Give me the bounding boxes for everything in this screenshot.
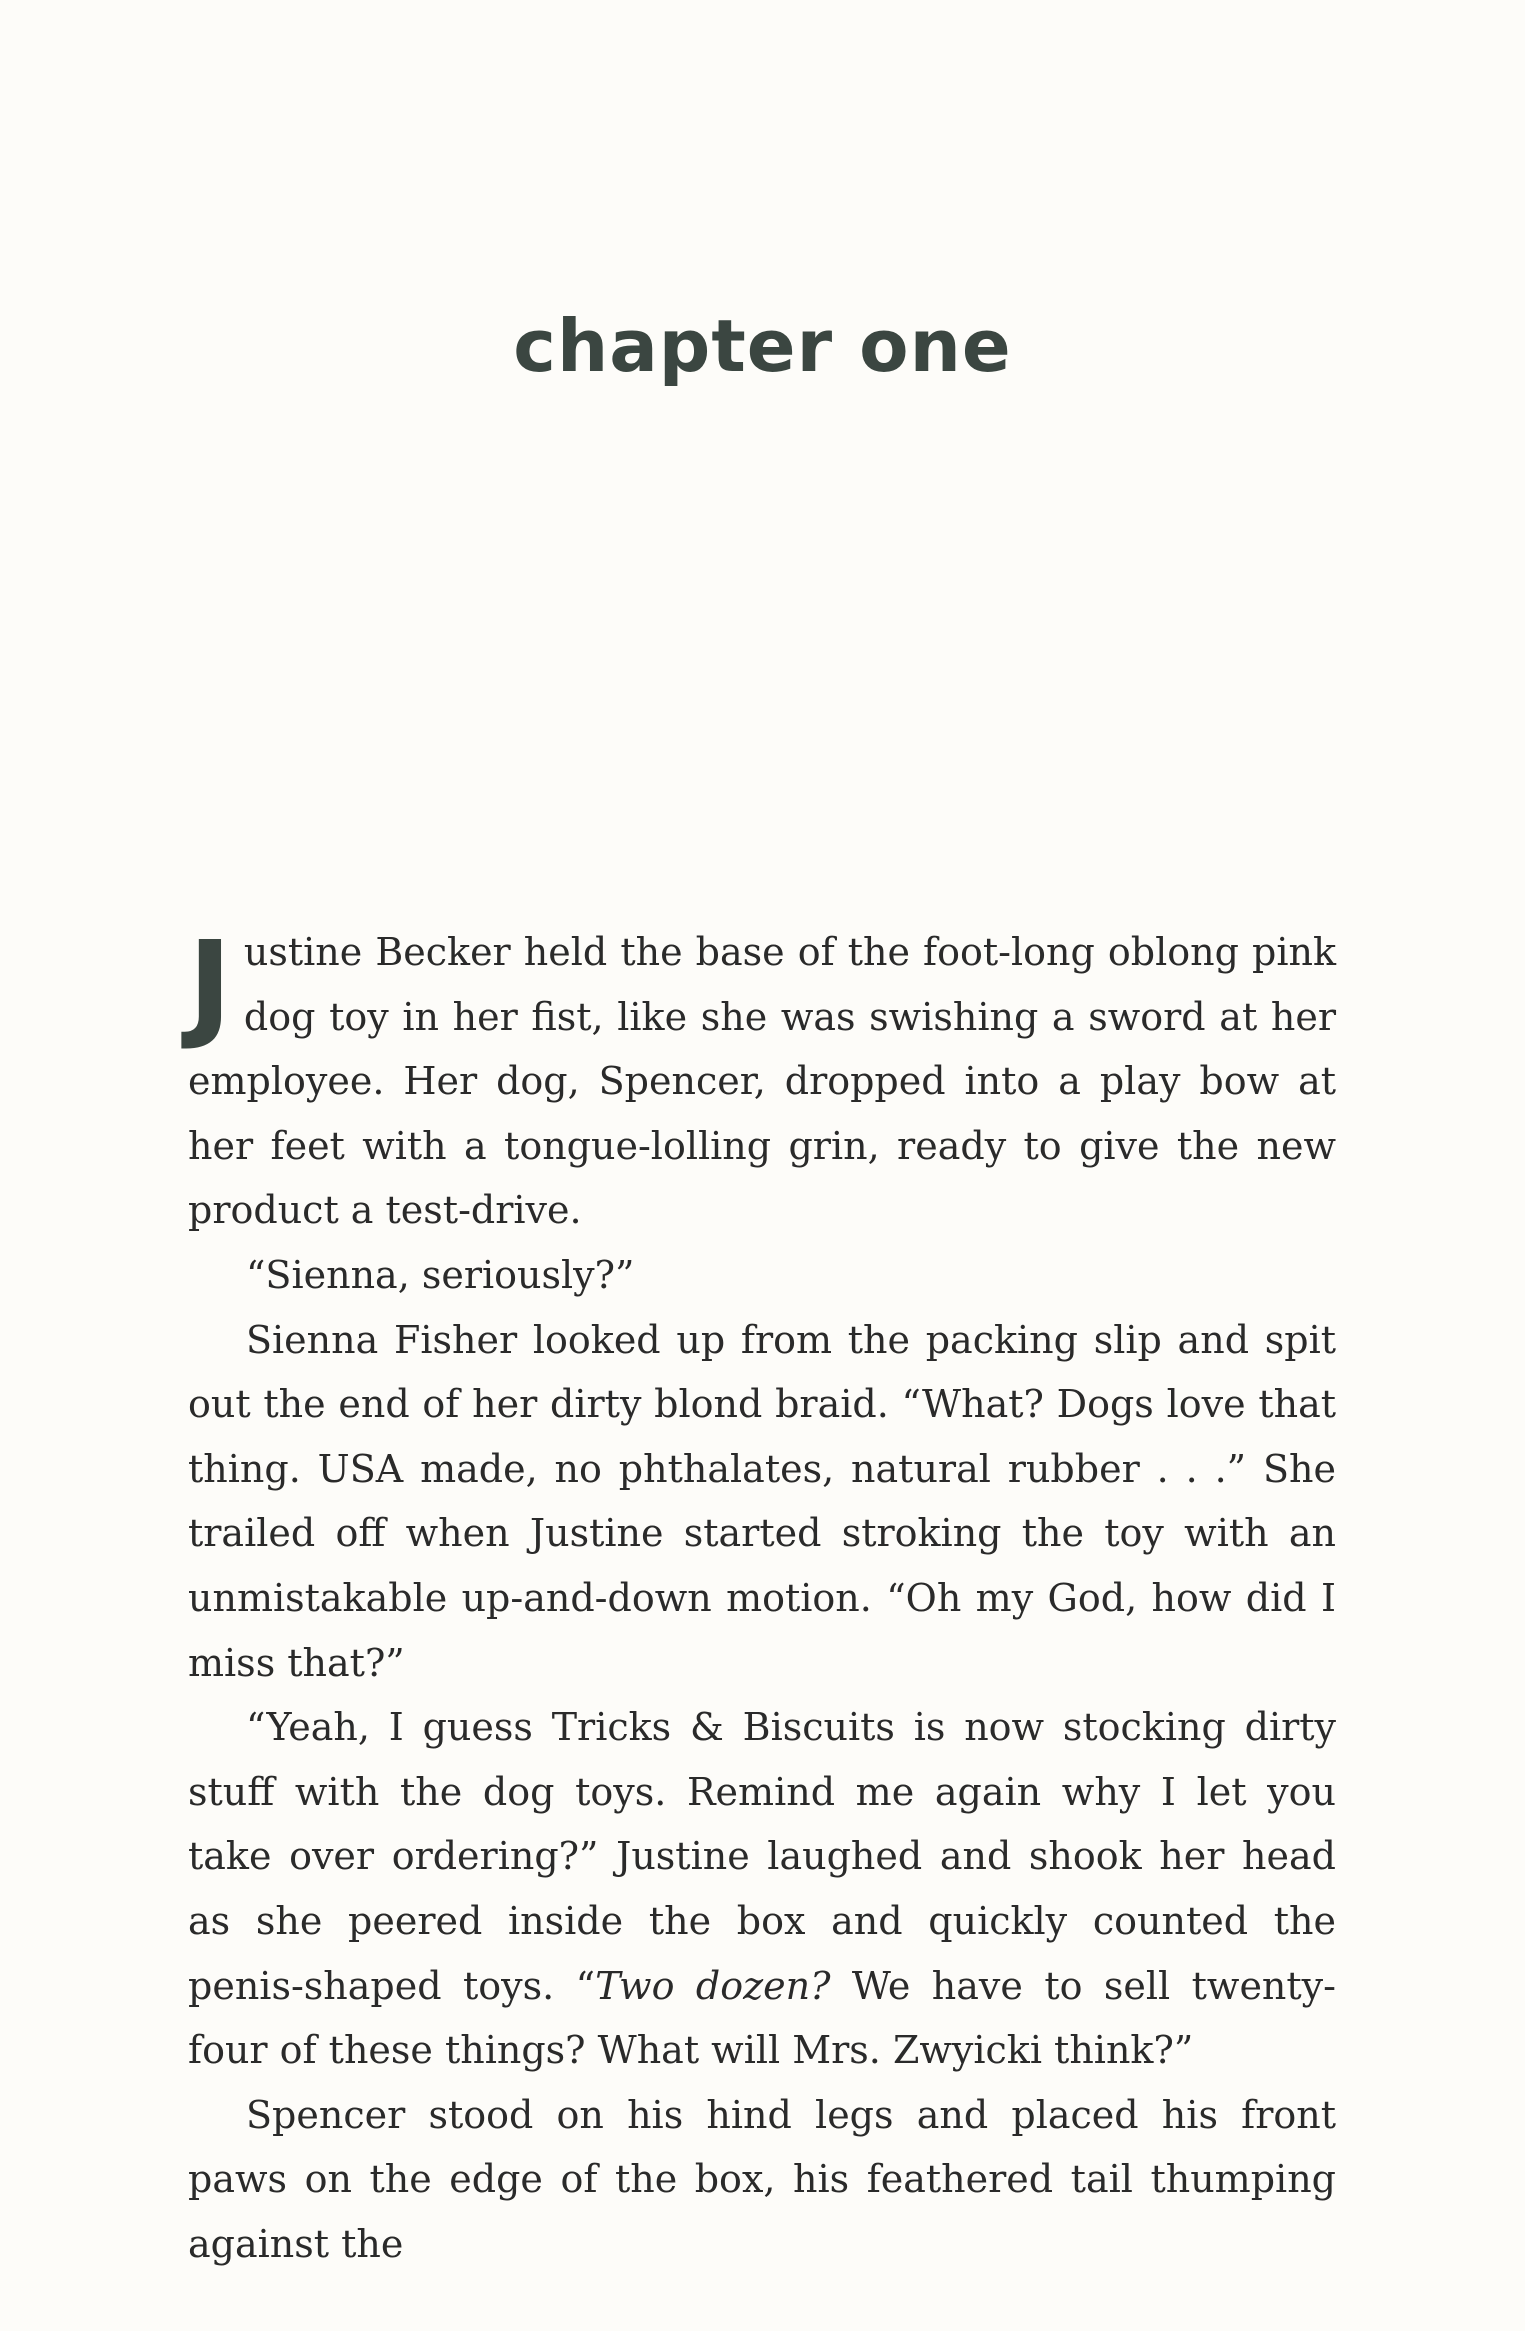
paragraph-1	[188, 915, 1336, 1243]
paragraph-4-text: “Yeah, I guess Tricks & Biscuits is now stocking dirty stuff with the dog toys. Remind me again why I let you take over ordering?” Justine laughed and shook her head as she peered inside the box and quickly counted the penis-shaped toys. “	[188, 1705, 1336, 2008]
paragraph-2: “Sienna, seriously?”	[246, 1252, 635, 1297]
paragraph-4	[188, 1695, 1336, 2083]
paragraph-5: Spencer stood on his hind legs and placed his front paws on the edge of the box, his feathered tail thumping against the	[188, 2092, 1336, 2266]
paragraph-4-text-after: We have to sell twenty-four of these things? What will Mrs. Zwyicki think?”	[188, 1963, 1336, 2073]
paragraph-4-italic: Two dozen?	[595, 1963, 831, 2008]
paragraph-3: Sienna Fisher looked up from the packing slip and spit out the end of her dirty blond braid. “What? Dogs love that thing. USA made, no phthalates, natural rubber . . .” She trailed off when Justine started stroking the toy with an unmistakable up-and-down motion. “Oh my God, how did I miss that?”	[188, 1317, 1336, 1685]
body-text	[188, 915, 1336, 2276]
chapter-title: chapter one	[513, 304, 1012, 388]
drop-cap: J	[188, 915, 232, 1053]
paragraph-1-text: ustine Becker held the base of the foot-long oblong pink dog toy in her fist, like she was swishing a sword at her employee. Her dog, Spencer, dropped into a play bow at her feet with a tongue-lolling grin, ready to give the new product a test-drive.	[188, 930, 1336, 1233]
